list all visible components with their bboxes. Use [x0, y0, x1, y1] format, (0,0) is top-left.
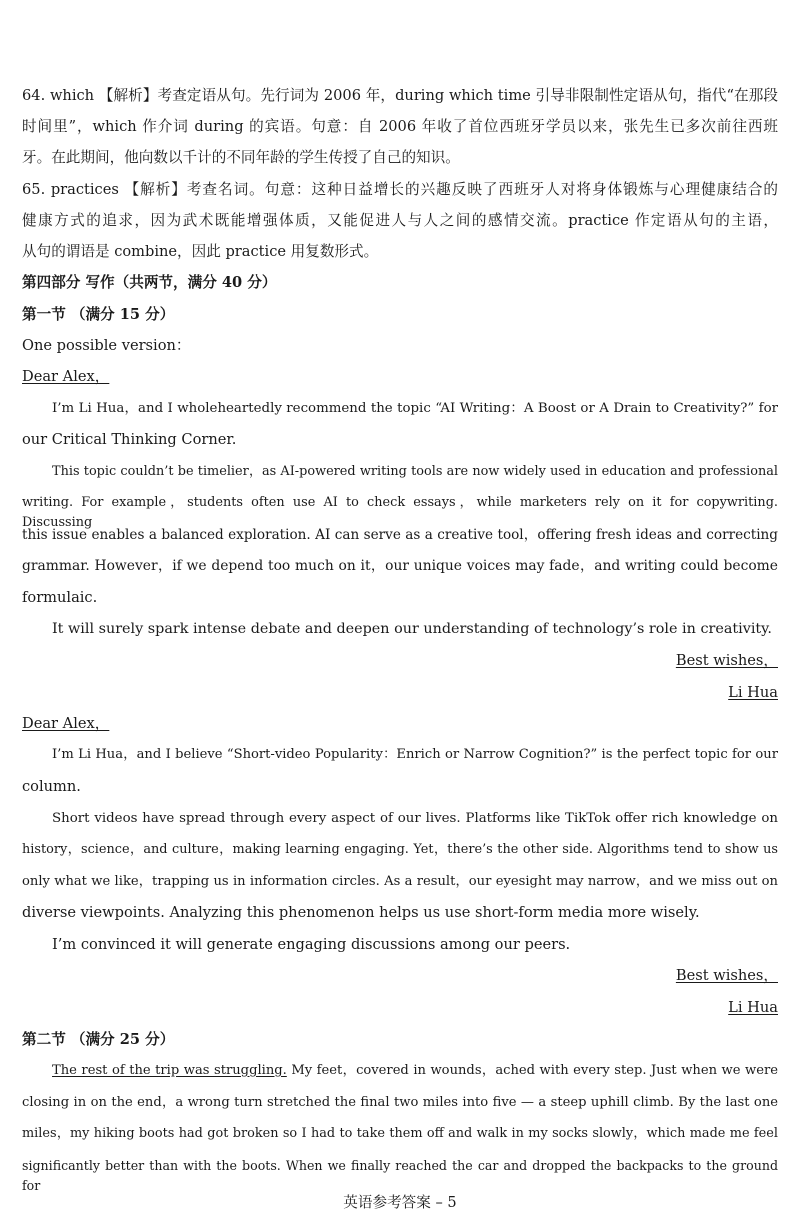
section1-heading: 第一节 （满分 15 分）	[22, 306, 175, 323]
part4-heading: 第四部分 写作（共两节，满分 40 分）	[22, 274, 277, 291]
letter2-p2-line2: history，science，and culture，making learning engaging. Yet，there’s the other side. Algorithms tend to show us	[22, 842, 778, 857]
letter2-p3: I’m convinced it will generate engaging discussions among our peers.	[52, 936, 571, 953]
q64-line-3: 牙。在此期间，他向数以千计的不同年龄的学生传授了自己的知识。	[22, 149, 460, 166]
letter2-p2-line4: diverse viewpoints. Analyzing this phenomenon helps us use short-form media more wisely.	[22, 904, 700, 921]
story-line-3: miles，my hiking boots had got broken so I had to take them off and walk in my socks slowly，which made me feel	[22, 1126, 778, 1141]
story-opening-sentence: The rest of the trip was struggling.	[52, 1063, 287, 1078]
q65-line-1: 65. practices 【解析】考查名词。句意：这种日益增长的兴趣反映了西班牙人对将身体锻炼与心理健康结合的	[22, 181, 778, 198]
section2-heading: 第二节 （满分 25 分）	[22, 1031, 175, 1048]
letter1-greeting: Dear Alex，	[22, 368, 110, 385]
story-line-1	[52, 1061, 778, 1081]
letter1-p2-line1: This topic couldn’t be timelier，as AI-powered writing tools are now widely used in education and professional	[52, 464, 778, 479]
q65-line-3: 从句的谓语是 combine，因此 practice 用复数形式。	[22, 243, 379, 260]
letter2-closing: Best wishes，	[675, 967, 778, 984]
letter2-p2-line1: Short videos have spread through every aspect of our lives. Platforms like TikTok offer rich knowledge on	[52, 811, 778, 826]
letter1-p1-line2: our Critical Thinking Corner.	[22, 431, 237, 448]
letter1-closing: Best wishes，	[675, 652, 778, 669]
letter1-p2-line3: this issue enables a balanced exploration. AI can serve as a creative tool，offering fresh ideas and correcting	[22, 527, 778, 543]
version-label: One possible version：	[22, 337, 191, 354]
letter1-p2-line2: writing. For example，students often use AI to check essays，while marketers rely on it for copywriting. Discussing	[22, 495, 778, 530]
story-line-1-rest: My feet，covered in wounds，ached with every step. Just when we were	[286, 1063, 778, 1078]
q65-line-2: 健康方式的追求，因为武术既能增强体质，又能促进人与人之间的感情交流。practice 作定语从句的主语，	[22, 212, 778, 229]
page-footer: 英语参考答案 – 5	[343, 1194, 457, 1211]
letter1-p1-line1: I’m Li Hua，and I wholeheartedly recommend the topic “AI Writing：A Boost or A Drain to Creativity?” for	[52, 401, 778, 416]
letter1-p2-line5: formulaic.	[22, 589, 98, 606]
letter2-p1-line2: column.	[22, 778, 81, 795]
letter1-p2-line4: grammar. However，if we depend too much on it，our unique voices may fade，and writing could become	[22, 558, 778, 574]
q64-line-2: 时间里”，which 作介词 during 的宾语。句意：自 2006 年收了首位西班牙学员以来，张先生已多次前往西班	[22, 118, 778, 135]
letter2-p1-line1: I’m Li Hua，and I believe “Short-video Popularity：Enrich or Narrow Cognition?” is the perfect topic for our	[52, 747, 778, 762]
letter2-signature: Li Hua	[728, 999, 778, 1016]
q64-line-1: 64. which 【解析】考查定语从句。先行词为 2006 年，during which time 引导非限制性定语从句，指代“在那段	[22, 87, 778, 104]
letter1-p3: It will surely spark intense debate and deepen our understanding of technology’s role in creativity.	[52, 621, 772, 637]
story-line-4: significantly better than with the boots. When we finally reached the car and dropped the backpacks to the ground for	[22, 1158, 778, 1193]
letter2-p2-line3: only what we like，trapping us in information circles. As a result，our eyesight may narrow，and we miss out on	[22, 874, 778, 889]
letter2-greeting: Dear Alex，	[22, 715, 110, 732]
letter1-signature: Li Hua	[728, 684, 778, 701]
story-line-2: closing in on the end，a wrong turn stretched the final two miles into five — a steep uphill climb. By the last one	[22, 1095, 778, 1110]
